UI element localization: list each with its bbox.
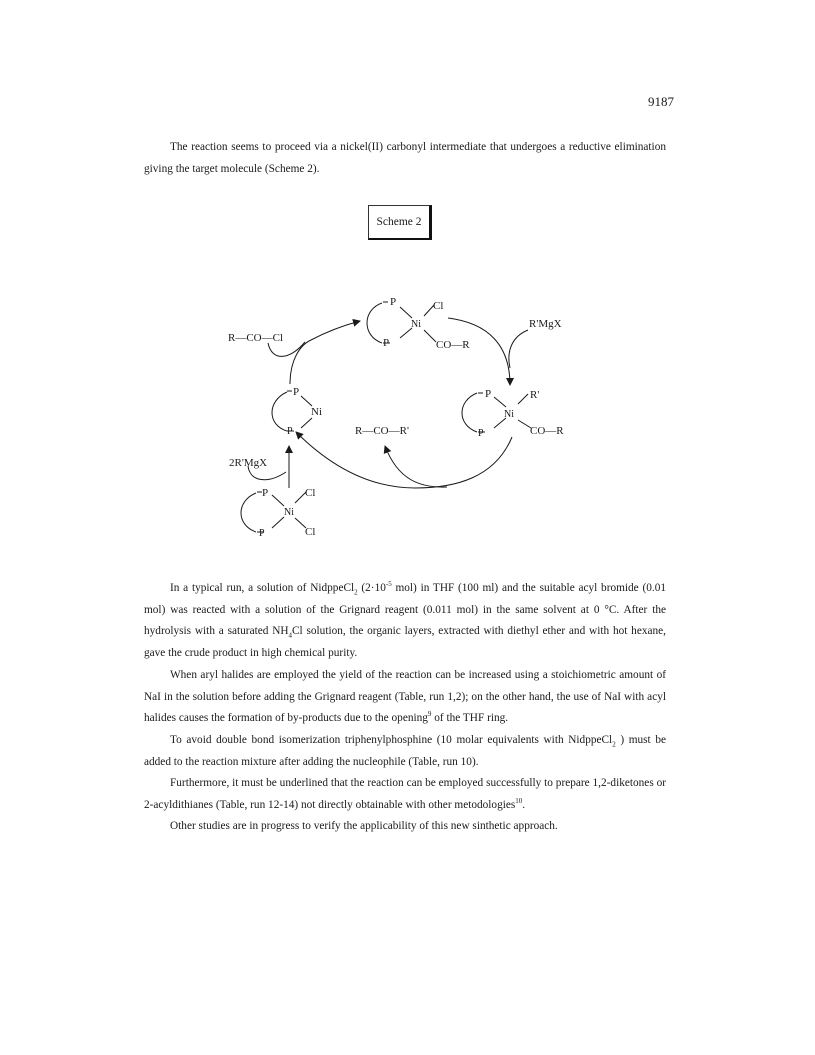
atom-p: P — [293, 386, 300, 398]
atom-cl: Cl — [433, 300, 444, 312]
paragraph-furthermore: Furthermore, it must be underlined that the reaction can be employed successfully to prepare 1,2-diketones or 2-acyldithianes (Table, run 12-14) not directly obtainable with other metodologies$^{10}$. — [144, 777, 666, 811]
ligand-r-prime: R' — [530, 389, 540, 401]
ligand-co-r: CO—R — [436, 339, 470, 351]
reagent-grignard-top: R'MgX — [529, 318, 562, 330]
product: R—CO—R' — [355, 425, 409, 437]
complex-left — [272, 391, 312, 431]
atom-cl: Cl — [305, 526, 316, 538]
ligand-co-r: CO—R — [530, 425, 564, 437]
atom-p: P — [259, 528, 265, 539]
atom-ni: Ni — [284, 507, 294, 518]
paragraph-isomerization: To avoid double bond isomerization triphenylphosphine (10 molar equivalents with NidppeCl$_2$ ) must be added to the reaction mixture after adding the nucleophile (Table, run 10). — [144, 734, 666, 768]
scheme-label: Scheme 2 — [376, 216, 422, 228]
atom-p: P — [262, 487, 269, 499]
atom-p: P — [287, 426, 293, 437]
atom-ni: Ni — [411, 319, 421, 330]
atom-p: P — [485, 388, 492, 400]
atom-p: P — [383, 337, 390, 349]
complex-top — [367, 302, 436, 343]
intro-paragraph: The reaction seems to proceed via a nickel(II) carbonyl intermediate that undergoes a reductive elimination giving the target molecule (Scheme 2). — [144, 141, 666, 175]
atom-ni: Ni — [504, 409, 514, 420]
paragraph-typical-run: In a typical run, a solution of NidppeCl$_2$ ($2\cdot 10^{-5}$ mol) in THF (100 ml) and the suitable acyl bromide (0.01 mol) was reacted with a solution of the Grignard reagent (0.011 mol) in the same solvent at 0 °C. After the hydrolysis with a saturated $NH_4Cl$ solution, the organic layers, extracted with diethyl ether and with hot hexane, gave the crude product in high chemical purity. — [144, 580, 666, 659]
reagent-grignard-left: 2R'MgX — [229, 457, 268, 469]
page-number: 9187 — [648, 94, 674, 109]
reagent-acyl-chloride: R—CO—Cl — [228, 332, 284, 344]
atom-cl: Cl — [305, 487, 316, 499]
paragraph-aryl-halides: When aryl halides are employed the yield of the reaction can be increased using a stoichiometric amount of NaI in the solution before adding the Grignard reagent (Table, run 1,2); on the other hand, the use of NaI with acyl halides causes the formation of by-products due to the opening$^9$ of the THF ring. — [144, 669, 666, 725]
atom-ni: Ni — [311, 406, 322, 418]
complex-bottom — [241, 492, 306, 532]
atom-p: P — [478, 428, 484, 439]
atom-p: P — [390, 296, 397, 308]
paragraph-other-studies: Other studies are in progress to verify the applicability of this new sinthetic approach. — [170, 820, 558, 832]
complex-right — [462, 393, 531, 432]
